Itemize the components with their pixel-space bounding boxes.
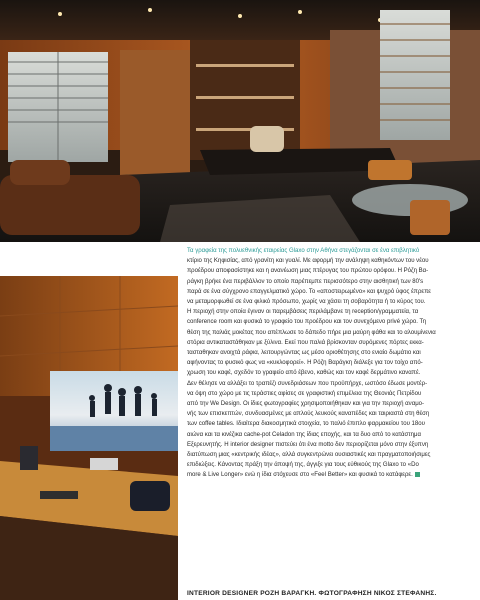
article-body [187,246,470,481]
article-line: προέδρου αποφασίστηκε και η ανανέωση μιας πτέρυγας του πρώτου ορόφου. Η Ρόζη Βα- [187,268,429,275]
reception-photo-bottom [0,276,178,600]
end-mark-icon [415,472,420,477]
office-photo-top [0,0,480,242]
article-line: αφήνοντας το φυσικό φως να «κυκλοφορεί». Η Ρόζη Βαράγκη διάλεξε για τον τοίχο από- [187,360,423,367]
article-line: Η περιοχή στην οποία έγιναν οι παρεμβάσεις περιλάμβανε τη reception/γραμματεία, τα [187,309,419,316]
article-line: παρά σε ένα σύγχρονο επαγγελματικό χώρο. Το «αποστειρωμένο» και ψυχρό ύφος έπρεπε [187,288,431,295]
article-line: κτίριο της Κηφισίας, από γρανίτη και γυαλί. Με αφορμή την ανάληψη καθηκόντων του νέου [187,258,429,265]
article-line-last [187,470,470,480]
article-line: Εξερευνητής. Η interior designer πιστεύει ότι ένα motto δεν περιορίζεται μόνο στην έξυπνη [187,441,429,448]
article-line: να μεταμορφωθεί σε ένα φιλικό πρόσωπο, χωρίς να χάσει τη σοβαρότητα ή το κύρος του. [187,299,426,306]
article-line: αιώνα και τα κινέζικα cache-pot Celadon της ίδιας εποχής, και τα δυο από το κατάστημα [187,431,421,438]
article-line: διατύπωση μιας «κεντρικής ιδέας», αλλά συγκεντρώνει ουσιαστικές και πραγματοποιήσιμες [187,452,431,459]
article-line: των coffee tables. Ιδιαίτερα διακοσμητικά στοιχεία, το παλιό έπιπλο φαρμακείου του 18ου [187,421,425,428]
reception-interior-illustration [0,276,178,600]
article-line: χρωση του καφέ, σχεδόν το γραφείο από έβενο, καθώς και τον καφέ δερμάτινο καναπέ. [187,370,421,377]
article-line: Δεν θέλησε να αλλάξει το τραπέζι συνεδριάσεων που προϋπήρχε, ωστόσο έδωσε μοντέρ- [187,380,428,387]
article-line: στόρια αντικαταστάθηκαν με ξύλινα. Εκεί που παλιά βρίσκονταν συρόμενες πόρτες εκκα- [187,339,424,346]
article-line: επιδιώξεις. Κάνοντας πράξη την άποψή της, άγγιξε για τους εύθικούς της Glaxo το «Do [187,462,419,469]
article-line: από την We Design. Οι ίδιες φωτογραφίες χρησιμοποιήθηκαν και για την περιοχή αναμο- [187,401,425,408]
photo-credit: INTERIOR DESIGNER ΡΟΖΗ ΒΑΡΑΓΚΗ. ΦΩΤΟΓΡΑΦΗΣΗ ΝΙΚΟΣ ΣΤΕΦΑΝΗΣ. [187,590,437,597]
article-line: conference room και φυσικά το γραφείο του προέδρου και τον συνεχόμενο privé χώρο. Τη [187,319,427,326]
article-line: να όψη στο χώρο με τις τεράστιες αφίσες σε γραφιστική επιμέλεια της Θεονιάς Πετρίδου [187,390,422,397]
article-line: ράγκη βρήκε ένα περιβάλλον το οποίο παρέπεμπε περισσότερο στην αισθητική των 80's [187,278,424,285]
office-interior-illustration [0,0,480,242]
article-line: νής των επισκεπτών, συνδυασμένες με απλούς λευκούς καναπέδες και ταιριαστά στη θέση [187,411,430,418]
article-lead: Τα γραφεία της πολυεθνικής εταιρείας Glaxo στην Αθήνα στεγάζονται σε ένα επιβλητικό [187,248,420,254]
article-line: τασταθηκαν ανοιχτά ράφια, λειτουργώντας ως μέσο οριοθέτησης στο ενιαίο δωμάτιο και [187,350,421,357]
article-line: θέση της παλιάς μοκέτας που απέπλωσε το δάπεδο πήρε μια μαύρη φάθα και το αλουμίνενια [187,329,436,336]
article-line: more & Live Longer» ενώ η ίδια στόχευσε στο «Feel Better» και φυσικά το κατάφερε. [187,472,413,479]
